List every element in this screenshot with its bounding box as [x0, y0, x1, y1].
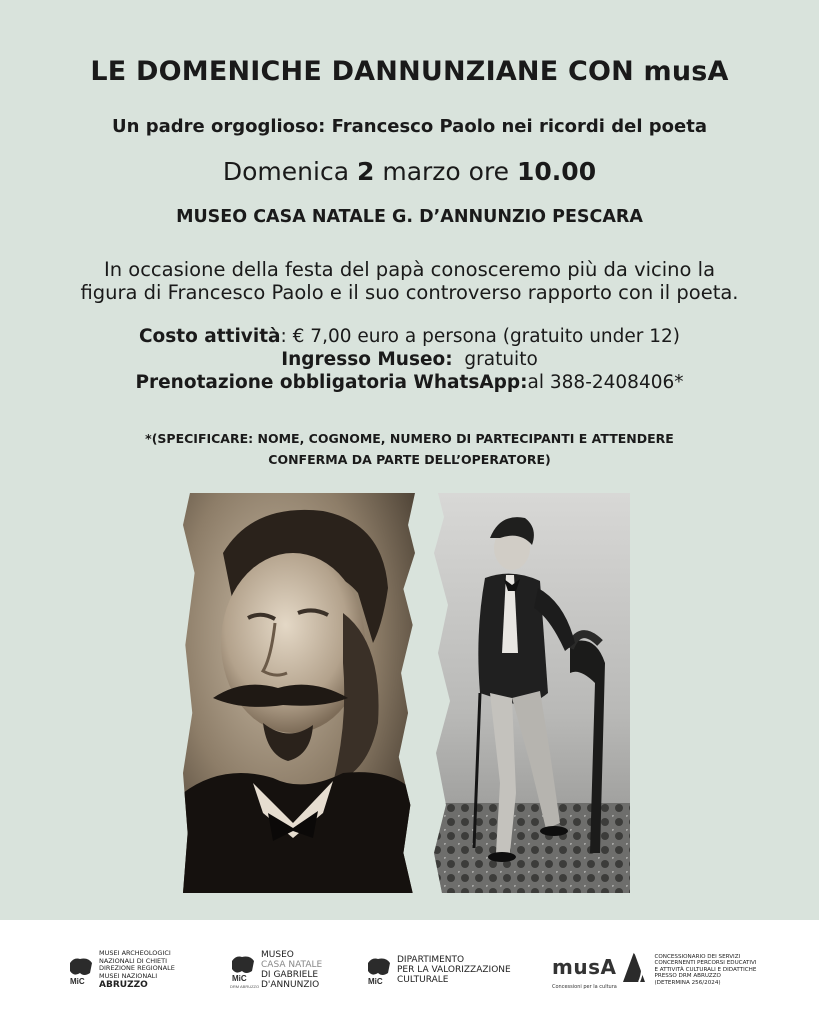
mic-emblem-icon: [68, 955, 94, 985]
entry-row: [0, 348, 819, 371]
event-description: [40, 258, 779, 304]
svg-text:MiC: MiC: [232, 974, 247, 983]
event-info: [0, 325, 819, 394]
description-line: In occasione della festa del papà conosceremo più da vicino la: [103, 258, 716, 281]
booking-value: al 388-2408406*: [527, 372, 684, 393]
footer-logos: [0, 920, 819, 1024]
musa-tagline: Concessioni per la cultura: [552, 984, 617, 990]
event-subtitle: Un padre orgoglioso: Francesco Paolo nei ricordi del poeta: [112, 116, 707, 137]
musa-brand: [552, 950, 649, 990]
event-title: LE DOMENICHE DANNUNZIANE CON musA: [90, 56, 729, 87]
father-portrait-image: [183, 493, 415, 893]
entry-value: gratuito: [452, 349, 538, 370]
young-poet-image: [430, 493, 630, 893]
cost-row: [0, 325, 819, 348]
musa-a-icon: [619, 950, 649, 984]
logo-museo-casa-natale: [230, 950, 322, 990]
booking-note: [90, 428, 729, 470]
date-prefix: Domenica: [222, 157, 357, 186]
date-time: 10.00: [517, 157, 597, 186]
date-day: 2: [356, 157, 375, 186]
description-line: figura di Francesco Paolo e il suo controverso rapporto con il poeta.: [80, 281, 739, 304]
svg-text:MiC: MiC: [368, 977, 383, 986]
mic-emblem-icon: [230, 955, 260, 989]
note-line: CONFERMA DA PARTE DELL’OPERATORE): [268, 452, 551, 467]
logo-text: CONCESSIONARIO DEI SERVIZI CONCERNENTI PERCORSI EDUCATIVI E ATTIVITÀ CULTURALI E DIDATTICHE PRESSO DRM ABRUZZO (DETERMINA 256/2024): [654, 953, 757, 986]
young-poet-photo: [430, 493, 630, 893]
cost-label: Costo attività: [138, 326, 281, 347]
logo-dipartimento-valorizzazione: [366, 950, 511, 990]
booking-row: [0, 371, 819, 394]
booking-label: Prenotazione obbligatoria WhatsApp:: [135, 372, 528, 393]
svg-text:MiC: MiC: [70, 977, 85, 986]
svg-text:DRM ABRUZZO: DRM ABRUZZO: [230, 984, 260, 989]
date-mid: marzo ore: [374, 157, 518, 186]
musa-wordmark: musA: [552, 955, 617, 979]
event-date: [0, 157, 819, 186]
event-venue: MUSEO CASA NATALE G. D’ANNUNZIO PESCARA: [176, 207, 643, 227]
logo-musa: [552, 950, 757, 990]
mic-emblem-icon: [366, 955, 392, 985]
cost-value: : € 7,00 euro a persona (gratuito under 12): [280, 326, 681, 347]
note-line: *(SPECIFICARE: NOME, COGNOME, NUMERO DI PARTECIPANTI E ATTENDERE: [145, 431, 674, 446]
logo-text: MUSEI ARCHEOLOGICI NAZIONALI DI CHIETI DIREZIONE REGIONALE MUSEI NAZIONALI ABRUZZO: [99, 949, 175, 990]
logo-musei-archeologici-chieti: [68, 950, 175, 990]
entry-label: Ingresso Museo:: [281, 349, 453, 370]
logo-text: MUSEO CASA NATALE DI GABRIELE D'ANNUNZIO: [261, 950, 323, 990]
logo-text: DIPARTIMENTO PER LA VALORIZZAZIONE CULTURALE: [397, 955, 511, 985]
father-portrait-photo: [183, 493, 415, 893]
